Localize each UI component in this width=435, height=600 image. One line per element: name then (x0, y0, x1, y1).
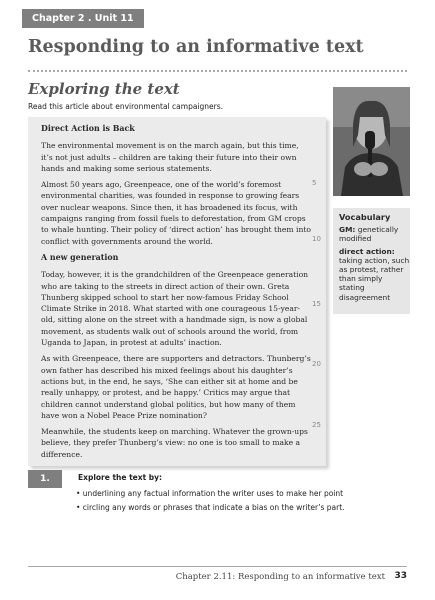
vocabulary-title: Vocabulary (339, 212, 391, 222)
vocabulary-entry-direct-action (339, 247, 410, 302)
article-paragraph-5: Meanwhile, the students keep on marching. Whatever the grown-ups believe, they prefer Thunberg’s view: no one is too small to make a difference. (41, 427, 308, 459)
campaigner-photo (333, 87, 410, 196)
footer-divider (28, 566, 407, 567)
section-title: Exploring the text (28, 80, 180, 98)
page-number: 33 (394, 571, 407, 581)
task-bullet: • circling any words or phrases that indicate a bias on the writer’s part. (76, 503, 345, 512)
article-paragraph-3: Today, however, it is the grandchildren of the Greenpeace generation who are taking to the streets in direct action of their own. Greta Thunberg skipped school to start her now-famous Friday School Climate Strike in 2018. What started with one courageous 15-year-old, sitting alone on the street with a handmade sign, is now a global movement, as students walk out of schools around the world, from Uganda to Japan, in protest at adults’ inaction. (41, 270, 309, 348)
line-number-5: 5 (312, 179, 317, 187)
line-number-25: 25 (312, 421, 321, 429)
line-number-20: 20 (312, 360, 321, 368)
article-paragraph-4: As with Greenpeace, there are supporters and detractors. Thunberg’s own father has described his mixed feelings about his daughter’s actions but, in the end, he says, ‘She can either sit at home and be really unhappy, or protest, and be happy.’ Critics may argue that children cannot understand global politics, but how many of them have won a Nobel Peace Prize nomination? (41, 354, 311, 420)
vocabulary-definition: taking action, such as protest, rather than simply stating disagreement (339, 255, 410, 302)
dotted-divider (28, 70, 407, 72)
task-intro: Explore the text by: (78, 473, 163, 482)
article-paragraph-1: The environmental movement is on the march again, but this time, it’s not just adults – children are taking their future into their own hands and making some serious statements. (41, 141, 299, 173)
task-bullet: • underlining any factual information the writer uses to make her point (76, 489, 344, 498)
vocabulary-box (333, 208, 410, 314)
section-intro: Read this article about environmental campaigners. (28, 102, 224, 111)
article-panel (28, 117, 326, 466)
chapter-tab: Chapter 2 . Unit 11 (22, 9, 144, 28)
article-body (41, 123, 311, 465)
vocabulary-entry-gm (339, 225, 410, 243)
article-subheading: A new generation (41, 252, 119, 262)
vocabulary-term: direct action: (339, 246, 395, 256)
vocabulary-term: GM: (339, 225, 356, 235)
line-number-15: 15 (312, 300, 321, 308)
task-number-badge: 1. (28, 470, 62, 488)
page-title: Responding to an informative text (28, 37, 364, 57)
line-number-10: 10 (312, 235, 321, 243)
article-paragraph-2: Almost 50 years ago, Greenpeace, one of the world’s foremost environmental charities, was founded in response to growing fears over nuclear weapons. Since then, it has broadened its focus, with campaigns ranging from fossil fuels to deforestation, from GM crops to whale hunting. Their policy of ‘direct action’ has brought them into conflict with governments around the world. (41, 180, 311, 246)
vocabulary-definition: genetically modified (339, 225, 399, 244)
footer-chapter-label: Chapter 2.11: Responding to an informative text (175, 572, 385, 582)
article-headline: Direct Action is Back (41, 124, 135, 133)
